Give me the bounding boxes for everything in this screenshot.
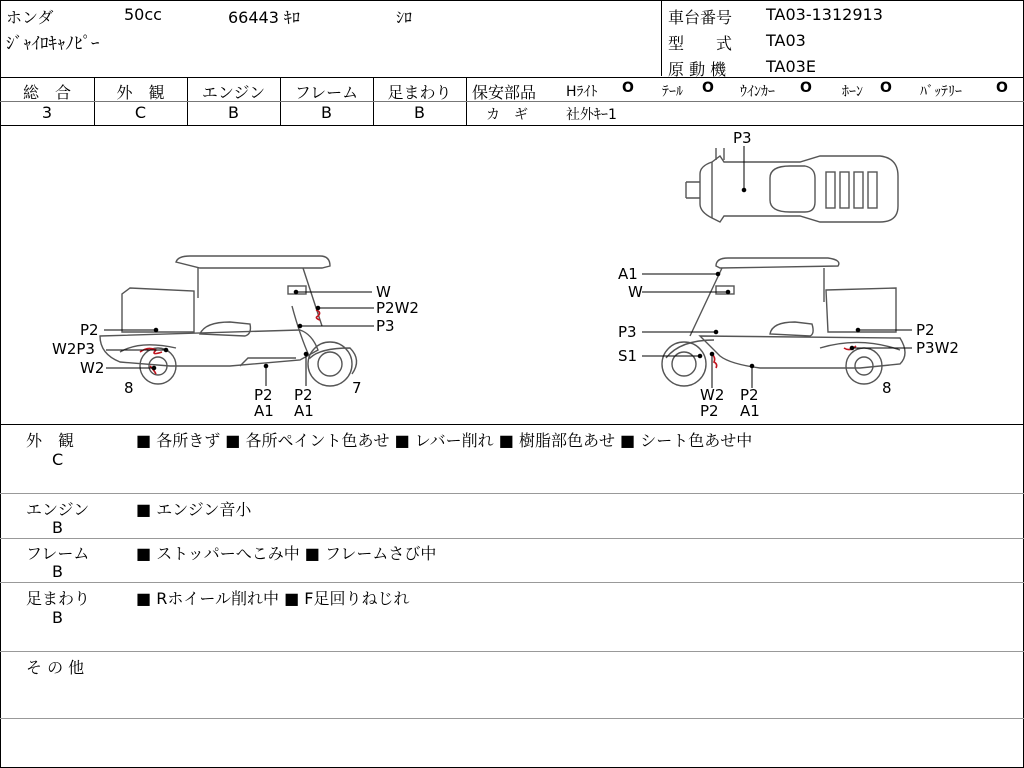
left-bottom2-bot: A1 — [294, 402, 314, 420]
frame-no: TA03-1312913 — [766, 5, 883, 24]
notes-divider — [0, 582, 1024, 583]
notes-engine-text: ■ エンジン音小 — [136, 500, 252, 519]
left-label-w2: W2 — [80, 359, 105, 377]
notes-engine-grade: B — [52, 518, 63, 537]
model-name: ｼﾞｬｲﾛｷｬﾉﾋﾟｰ — [6, 34, 100, 54]
notes-other-label: そ の 他 — [26, 658, 85, 677]
notes-frame-text: ■ ストッパーへこみ中 ■ フレームさび中 — [136, 544, 437, 563]
left-label-w2p3: W2P3 — [52, 340, 95, 358]
top-label-p3: P3 — [733, 129, 752, 147]
notes-exterior-label: 外 観 — [26, 431, 75, 450]
mileage: 66443 ｷﾛ — [228, 8, 300, 27]
right-label-s1: S1 — [618, 347, 638, 365]
battery-label: ﾊﾞｯﾃﾘｰ — [920, 84, 962, 100]
headlight-label: Hﾗｲﾄ — [566, 84, 598, 100]
safety-mid-line — [466, 101, 1024, 102]
key-value: 社外ｷｰ1 — [566, 107, 617, 123]
headlight-status: O — [622, 80, 634, 96]
left-label-p2w2: P2W2 — [376, 299, 419, 317]
notes-suspension-grade: B — [52, 608, 63, 627]
winker-status: O — [800, 80, 812, 96]
right-bottom2-top: P2 — [740, 386, 759, 404]
left-label-8: 8 — [124, 379, 134, 397]
left-label-w: W — [376, 283, 391, 301]
suspension-grade: B — [414, 103, 425, 122]
notes-frame-label: フレーム — [26, 544, 90, 563]
frame-grade-label: フレーム — [294, 83, 359, 102]
exterior-label: 外 観 — [116, 83, 165, 102]
left-bottom1-top: P2 — [254, 386, 273, 404]
notes-divider — [0, 718, 1024, 719]
notes-suspension-label: 足まわり — [26, 589, 91, 608]
left-bottom1-bot: A1 — [254, 402, 274, 420]
overall-grade: 3 — [41, 103, 53, 122]
frame-grade: B — [321, 103, 332, 122]
tail-status: O — [702, 80, 714, 96]
right-label-w: W — [628, 283, 643, 301]
engine-value: TA03E — [766, 57, 816, 76]
right-label-8: 8 — [882, 379, 892, 397]
tail-label: ﾃｰﾙ — [662, 84, 683, 100]
notes-exterior-text: ■ 各所きず ■ 各所ペイント色あせ ■ レバー削れ ■ 樹脂部色あせ ■ シート色あせ中 — [136, 431, 753, 450]
notes-engine-label: エンジン — [26, 500, 90, 519]
top-scooter-outline — [686, 148, 898, 222]
suspension-grade-label: 足まわり — [387, 83, 452, 102]
right-scooter-outline — [662, 258, 905, 386]
left-label-7: 7 — [352, 379, 362, 397]
engine-label: 原 動 機 — [668, 60, 727, 79]
battery-status: O — [996, 80, 1008, 96]
left-label-p2: P2 — [80, 321, 99, 339]
notes-suspension-text: ■ Rホイール削れ中 ■ F足回りねじれ — [136, 589, 410, 608]
engine-grade-label: エンジン — [201, 83, 266, 102]
displacement: 50cc — [124, 5, 162, 24]
left-label-p3: P3 — [376, 317, 395, 335]
damage-diagram — [0, 126, 1024, 424]
notes-divider — [0, 651, 1024, 652]
right-label-a1: A1 — [618, 265, 638, 283]
right-bottom2-bot: A1 — [740, 402, 760, 420]
horn-status: O — [880, 80, 892, 96]
header-divider — [661, 0, 662, 76]
horn-label: ﾎｰﾝ — [842, 84, 863, 100]
diagram-bottom — [0, 424, 1024, 425]
right-bottom1-top: W2 — [700, 386, 725, 404]
notes-divider — [0, 493, 1024, 494]
key-label: カ ギ — [486, 107, 528, 123]
right-label-p3: P3 — [618, 323, 637, 341]
type-value: TA03 — [766, 31, 806, 50]
color: ｼﾛ — [396, 8, 413, 27]
frame-no-label: 車台番号 — [668, 8, 733, 27]
notes-frame-grade: B — [52, 562, 63, 581]
notes-exterior-grade: C — [52, 450, 64, 469]
engine-grade: B — [228, 103, 239, 122]
left-scooter-outline — [100, 256, 357, 386]
right-bottom1-bot: P2 — [700, 402, 719, 420]
right-label-p2: P2 — [916, 321, 935, 339]
notes-divider — [0, 538, 1024, 539]
winker-label: ｳｲﾝｶｰ — [740, 84, 775, 100]
left-bottom2-top: P2 — [294, 386, 313, 404]
overall-label: 総 合 — [22, 83, 71, 102]
maker: ホンダ — [6, 8, 54, 27]
type-label: 型 式 — [668, 34, 733, 53]
grade-row-top — [0, 77, 1024, 78]
right-label-p3w2: P3W2 — [916, 339, 959, 357]
safety-label: 保安部品 — [472, 83, 537, 102]
exterior-grade: C — [134, 103, 147, 122]
